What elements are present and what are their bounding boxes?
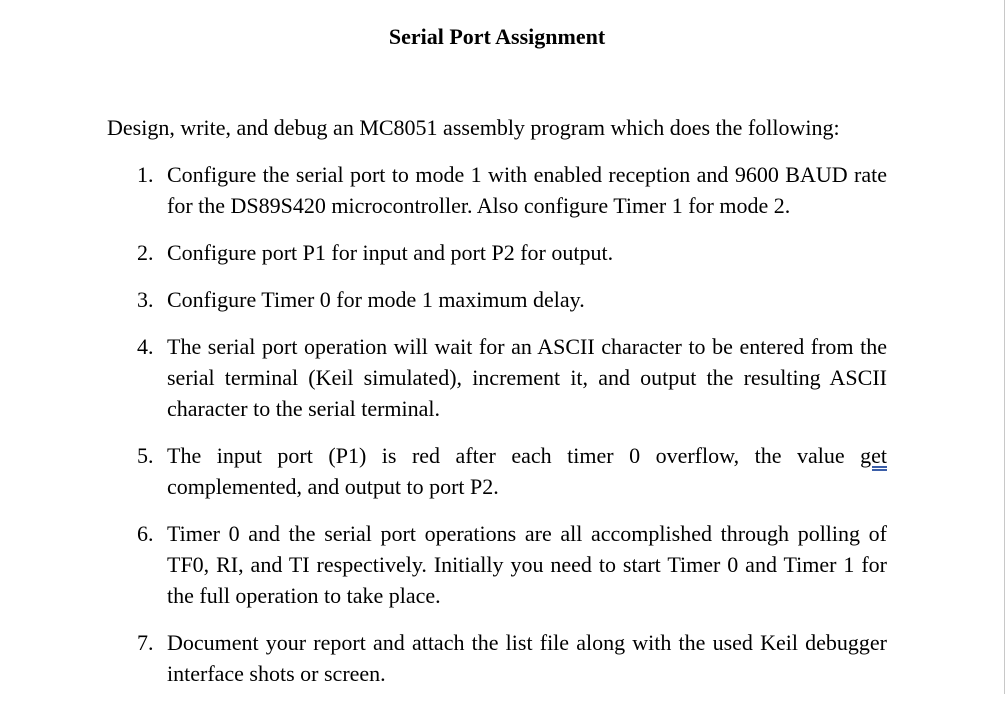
grammar-flagged-word[interactable]: get bbox=[860, 443, 887, 468]
task-item-4 bbox=[137, 331, 887, 424]
task-text: Document your report and attach the list file along with the used Keil debugger interface shots or screen. bbox=[167, 630, 887, 686]
task-text-part: The input port (P1) is red after each timer 0 overflow, the value bbox=[167, 443, 861, 468]
task-item-5 bbox=[137, 440, 887, 502]
task-number: 4. bbox=[137, 334, 154, 359]
task-item-2 bbox=[137, 237, 887, 268]
task-number: 5. bbox=[137, 443, 154, 468]
task-list bbox=[137, 159, 887, 705]
task-item-6 bbox=[137, 518, 887, 611]
task-text-part: complemented, and output to port P2. bbox=[167, 474, 499, 499]
task-number: 6. bbox=[137, 521, 154, 546]
task-text: The serial port operation will wait for an ASCII character to be entered from the serial terminal (Keil simulated), increment it, and output the resulting ASCII character to the serial terminal. bbox=[167, 334, 887, 421]
task-item-3 bbox=[137, 284, 887, 315]
task-text bbox=[167, 440, 887, 502]
task-number: 2. bbox=[137, 240, 154, 265]
task-item-7 bbox=[137, 627, 887, 689]
intro-paragraph: Design, write, and debug an MC8051 assembly program which does the following: bbox=[107, 115, 840, 140]
task-text: Timer 0 and the serial port operations are all accomplished through polling of TF0, RI, and TI respectively. Initially you need to start Timer 0 and Timer 1 for the full operation to take place. bbox=[167, 521, 887, 608]
task-number: 1. bbox=[137, 162, 154, 187]
task-item-1 bbox=[137, 159, 887, 221]
page-edge-rule bbox=[1004, 0, 1005, 694]
task-text: Configure Timer 0 for mode 1 maximum delay. bbox=[167, 287, 585, 312]
document-title: Serial Port Assignment bbox=[388, 24, 606, 49]
task-text: Configure the serial port to mode 1 with enabled reception and 9600 BAUD rate for the DS89S420 microcontroller. Also configure Timer 1 for mode 2. bbox=[167, 162, 887, 218]
task-number: 7. bbox=[137, 630, 154, 655]
task-text: Configure port P1 for input and port P2 for output. bbox=[167, 240, 614, 265]
task-number: 3. bbox=[137, 287, 154, 312]
